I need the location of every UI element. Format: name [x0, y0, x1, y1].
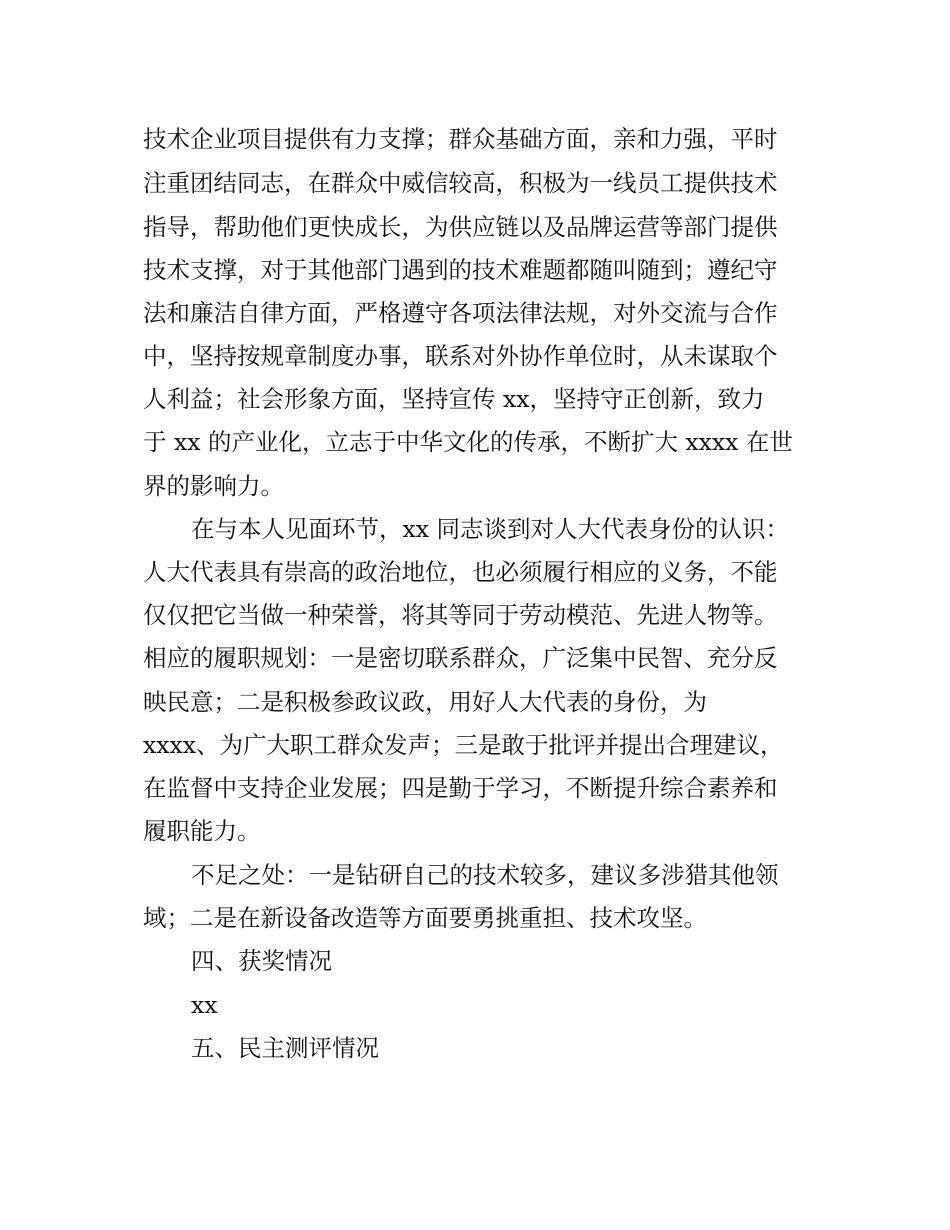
text-line: 界的影响力。 [143, 472, 284, 500]
section-heading: 四、获奖情况 [191, 947, 332, 975]
text-line: 仅仅把它当做一种荣誉，将其等同于劳动模范、先进人物等。 [143, 601, 778, 629]
text-line: xxxx、为广大职工群众发声；三是敢于批评并提出合理建议， [143, 731, 784, 759]
section-body: xx [191, 991, 218, 1019]
text-line: 域；二是在新设备改造等方面要勇挑重担、技术攻坚。 [143, 904, 707, 932]
text-line: 法和廉洁自律方面，严格遵守各项法律法规，对外交流与合作 [143, 299, 778, 327]
text-line: 人利益；社会形象方面，坚持宣传 xx，坚持守正创新，致力 [143, 385, 765, 413]
section-heading: 五、民主测评情况 [191, 1034, 379, 1062]
text-line: 在监督中支持企业发展；四是勤于学习，不断提升综合素养和 [143, 774, 778, 802]
text-line: 映民意；二是积极参政议政，用好人大代表的身份，为 [143, 688, 707, 716]
paragraph-start-line: 不足之处：一是钻研自己的技术较多，建议多涉猎其他领 [191, 861, 779, 889]
text-line: 技术支撑，对于其他部门遇到的技术难题都随叫随到；遵纪守 [143, 256, 778, 284]
text-line: 注重团结同志，在群众中威信较高，积极为一线员工提供技术 [143, 169, 778, 197]
text-line: 相应的履职规划：一是密切联系群众，广泛集中民智、充分反 [143, 644, 778, 672]
text-line: 于 xx 的产业化，立志于中华文化的传承，不断扩大 xxxx 在世 [143, 428, 793, 456]
text-line: 指导，帮助他们更快成长，为供应链以及品牌运营等部门提供 [143, 213, 778, 241]
text-line: 技术企业项目提供有力支撑；群众基础方面，亲和力强，平时 [143, 125, 778, 153]
text-line: 中，坚持按规章制度办事，联系对外协作单位时，从未谋取个 [143, 342, 778, 370]
text-line: 人大代表具有崇高的政治地位，也必须履行相应的义务，不能 [143, 558, 778, 586]
paragraph-start-line: 在与本人见面环节，xx 同志谈到对人大代表身份的认识： [191, 515, 789, 543]
text-line: 履职能力。 [143, 817, 261, 845]
